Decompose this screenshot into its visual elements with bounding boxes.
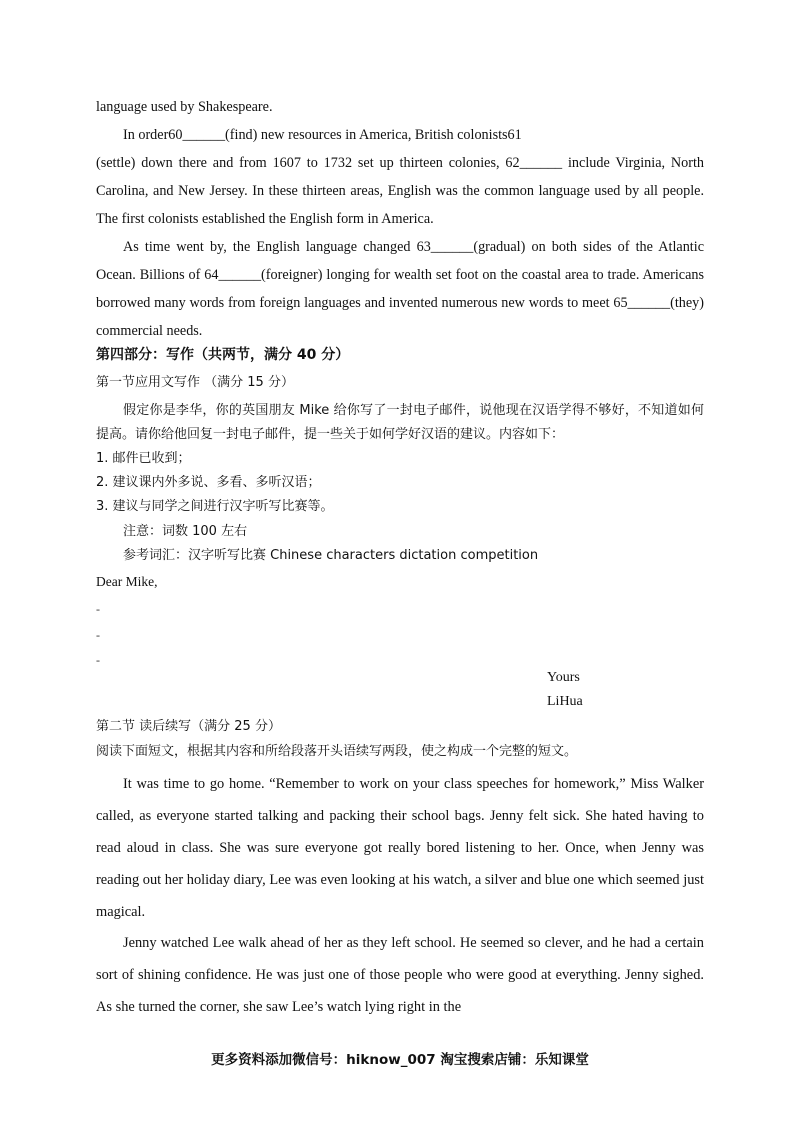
section1-item-3: 3. 建议与同学之间进行汉字听写比赛等。 [96,499,334,514]
passage-para1-line1: In order60______(find) new resources in America, British colonists61 [123,127,522,143]
section1-note: 注意：词数 100 左右 [123,524,248,539]
passage-para1-rest: (settle) down there and from 1607 to 1732 set up thirteen colonies, 62______ include Virginia, North Carolina, and New Jersey. In these thirteen areas, English was the common language used by all people. The first colonists established the English form in America. [96,155,704,227]
story-para2: Jenny watched Lee walk ahead of her as they left school. He seemed so clever, and he had a certain sort of shining confidence. He was just one of those people who were good at everything. Jenny sighed. As she turned the corner, she saw Lee’s watch lying right in the [96,935,704,1015]
letter-signature: LiHua [547,694,583,709]
section1-prompt: 假定你是李华，你的英国朋友 Mike 给你写了一封电子邮件，说他现在汉语学得不够好，不知道如何提高。请你给他回复一封电子邮件，提一些关于如何学好汉语的建议。内容如下： [96,403,704,442]
passage-para2: As time went by, the English language changed 63______(gradual) on both sides of the Atlantic Ocean. Billions of 64______(foreigner) longing for wealth set foot on the coastal area to trade. Americans borrowed many words from foreign languages and invented numerous new words to meet 65______(they) commercial needs. [96,239,704,339]
writing-line-2: - [96,628,100,642]
story-para1: It was time to go home. “Remember to work on your class speeches for homework,” Miss Walker called, as everyone started talking and packing their school bags. Jenny felt sick. She hated having to read aloud in class. She was sure everyone got really bored listening to her. Once, when Jenny was reading out her holiday diary, Lee was even looking at his watch, a silver and blue one which seemed just magical. [96,776,704,920]
writing-line-3: - [96,653,100,667]
passage-intro-line: language used by Shakespeare. [96,99,273,115]
section1-item-2: 2. 建议课内外多说、多看、多听汉语； [96,475,321,490]
part4-title: 第四部分：写作（共两节，满分 40 分） [96,347,350,363]
section2-title: 第二节 读后续写（满分 25 分） [96,719,281,734]
writing-line-1: - [96,602,100,616]
letter-closing: Yours [547,670,580,685]
section1-vocab: 参考词汇：汉字听写比赛 Chinese characters dictation competition [123,548,539,563]
page-footer: 更多资料添加微信号：hiknow_007 淘宝搜索店铺：乐知课堂 [211,1052,589,1068]
letter-greeting: Dear Mike, [96,574,158,589]
section1-item-1: 1. 邮件已收到； [96,451,191,466]
section1-title: 第一节应用文写作 （满分 15 分） [96,375,294,390]
section2-instruction: 阅读下面短文，根据其内容和所给段落开头语续写两段，使之构成一个完整的短文。 [96,744,578,759]
